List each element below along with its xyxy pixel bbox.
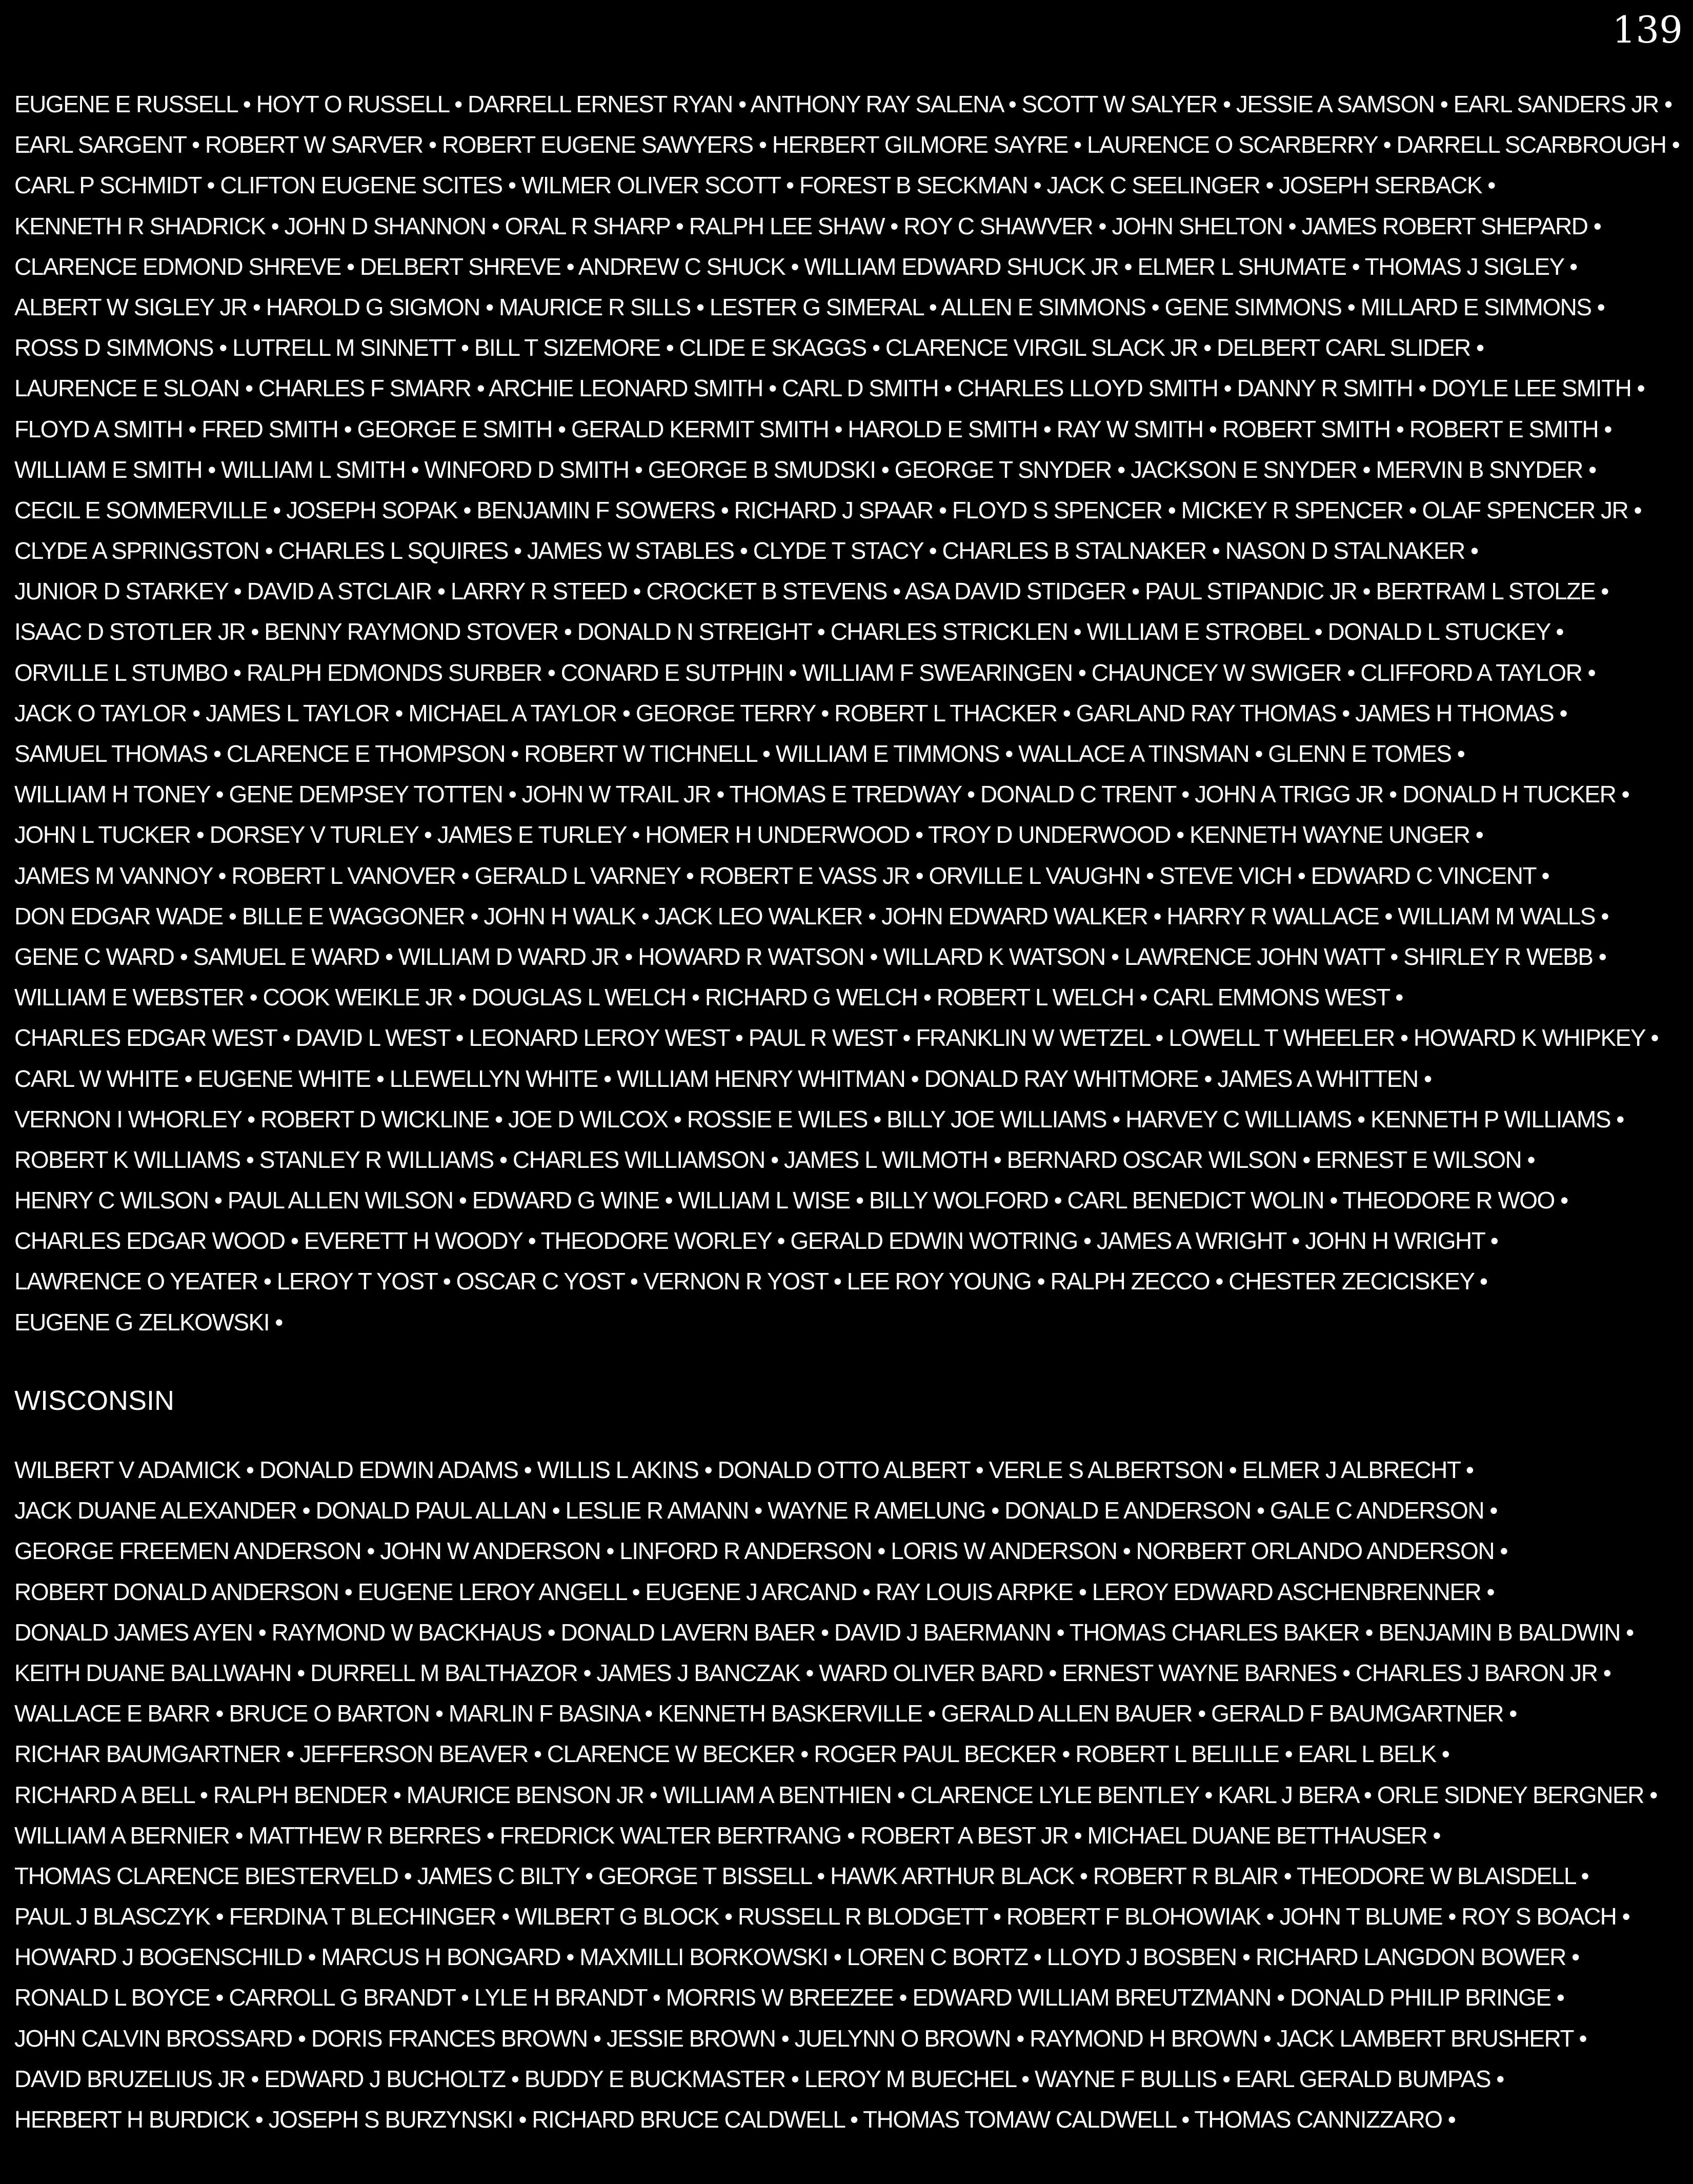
state-heading: WISCONSIN	[14, 1385, 175, 1416]
name-line: JUNIOR D STARKEY • DAVID A STCLAIR • LARRY R STEED • CROCKET B STEVENS • ASA DAVID STIDGER • PAUL STIPANDIC JR • BERTRAM L STOLZE •	[14, 578, 1608, 605]
name-line: CECIL E SOMMERVILLE • JOSEPH SOPAK • BENJAMIN F SOWERS • RICHARD J SPAAR • FLOYD S SPENCER • MICKEY R SPENCER • OLAF SPENCER JR •	[14, 496, 1642, 523]
name-line: THOMAS CLARENCE BIESTERVELD • JAMES C BILTY • GEORGE T BISSELL • HAWK ARTHUR BLACK • ROBERT R BLAIR • THEODORE W BLAISDELL •	[14, 1862, 1589, 1889]
name-line: EUGENE E RUSSELL • HOYT O RUSSELL • DARRELL ERNEST RYAN • ANTHONY RAY SALENA • SCOTT W SALYER • JESSIE A SAMSON • EARL SANDERS JR •	[14, 91, 1672, 117]
page-number: 139	[1612, 8, 1683, 51]
name-line: CARL W WHITE • EUGENE WHITE • LLEWELLYN WHITE • WILLIAM HENRY WHITMAN • DONALD RAY WHITMORE • JAMES A WHITTEN •	[14, 1065, 1432, 1092]
name-line: GEORGE FREEMEN ANDERSON • JOHN W ANDERSON • LINFORD R ANDERSON • LORIS W ANDERSON • NORBERT ORLANDO ANDERSON •	[14, 1538, 1507, 1565]
name-line: JACK O TAYLOR • JAMES L TAYLOR • MICHAEL A TAYLOR • GEORGE TERRY • ROBERT L THACKER • GARLAND RAY THOMAS • JAMES H THOMAS •	[14, 699, 1567, 726]
name-line: ISAAC D STOTLER JR • BENNY RAYMOND STOVER • DONALD N STREIGHT • CHARLES STRICKLEN • WILLIAM E STROBEL • DONALD L STUCKEY •	[14, 618, 1564, 645]
name-line: RICHAR BAUMGARTNER • JEFFERSON BEAVER • CLARENCE W BECKER • ROGER PAUL BECKER • ROBERT L BELILLE • EARL L BELK •	[14, 1741, 1449, 1768]
name-line: ALBERT W SIGLEY JR • HAROLD G SIGMON • MAURICE R SILLS • LESTER G SIMERAL • ALLEN E SIMMONS • GENE SIMMONS • MILLARD E SIMMONS •	[14, 293, 1605, 320]
name-line: ROBERT K WILLIAMS • STANLEY R WILLIAMS • CHARLES WILLIAMSON • JAMES L WILMOTH • BERNARD OSCAR WILSON • ERNEST E WILSON •	[14, 1146, 1535, 1173]
name-line: CLYDE A SPRINGSTON • CHARLES L SQUIRES • JAMES W STABLES • CLYDE T STACY • CHARLES B STALNAKER • NASON D STALNAKER •	[14, 537, 1478, 564]
name-line: LAWRENCE O YEATER • LEROY T YOST • OSCAR C YOST • VERNON R YOST • LEE ROY YOUNG • RALPH ZECCO • CHESTER ZECICISKEY •	[14, 1268, 1487, 1295]
name-line: FLOYD A SMITH • FRED SMITH • GEORGE E SMITH • GERALD KERMIT SMITH • HAROLD E SMITH • RAY W SMITH • ROBERT SMITH • ROBERT E SMITH •	[14, 415, 1612, 442]
name-line: EARL SARGENT • ROBERT W SARVER • ROBERT EUGENE SAWYERS • HERBERT GILMORE SAYRE • LAURENCE O SCARBERRY • DARRELL SCARBROUGH •	[14, 131, 1680, 158]
name-line: CHARLES EDGAR WEST • DAVID L WEST • LEONARD LEROY WEST • PAUL R WEST • FRANKLIN W WETZEL • LOWELL T WHEELER • HOWARD K WHIPKEY •	[14, 1024, 1659, 1051]
name-line: ROBERT DONALD ANDERSON • EUGENE LEROY ANGELL • EUGENE J ARCAND • RAY LOUIS ARPKE • LEROY EDWARD ASCHENBRENNER •	[14, 1578, 1495, 1605]
name-line: HENRY C WILSON • PAUL ALLEN WILSON • EDWARD G WINE • WILLIAM L WISE • BILLY WOLFORD • CARL BENEDICT WOLIN • THEODORE R WOO •	[14, 1187, 1568, 1214]
name-line: RONALD L BOYCE • CARROLL G BRANDT • LYLE H BRANDT • MORRIS W BREEZEE • EDWARD WILLIAM BREUTZMANN • DONALD PHILIP BRINGE •	[14, 1984, 1564, 2011]
name-line: KEITH DUANE BALLWAHN • DURRELL M BALTHAZOR • JAMES J BANCZAK • WARD OLIVER BARD • ERNEST WAYNE BARNES • CHARLES J BARON JR •	[14, 1659, 1611, 1686]
name-line: WALLACE E BARR • BRUCE O BARTON • MARLIN F BASINA • KENNETH BASKERVILLE • GERALD ALLEN BAUER • GERALD F BAUMGARTNER •	[14, 1700, 1517, 1727]
name-line: DON EDGAR WADE • BILLE E WAGGONER • JOHN H WALK • JACK LEO WALKER • JOHN EDWARD WALKER • HARRY R WALLACE • WILLIAM M WALLS •	[14, 902, 1608, 929]
name-line: JACK DUANE ALEXANDER • DONALD PAUL ALLAN • LESLIE R AMANN • WAYNE R AMELUNG • DONALD E ANDERSON • GALE C ANDERSON •	[14, 1497, 1497, 1524]
name-line: WILLIAM H TONEY • GENE DEMPSEY TOTTEN • JOHN W TRAIL JR • THOMAS E TREDWAY • DONALD C TRENT • JOHN A TRIGG JR • DONALD H TUCKER •	[14, 781, 1629, 808]
name-line: HERBERT H BURDICK • JOSEPH S BURZYNSKI • RICHARD BRUCE CALDWELL • THOMAS TOMAW CALDWELL • THOMAS CANNIZZARO •	[14, 2106, 1456, 2133]
name-line: ROSS D SIMMONS • LUTRELL M SINNETT • BILL T SIZEMORE • CLIDE E SKAGGS • CLARENCE VIRGIL SLACK JR • DELBERT CARL SLIDER •	[14, 334, 1484, 361]
name-line: CHARLES EDGAR WOOD • EVERETT H WOODY • THEODORE WORLEY • GERALD EDWIN WOTRING • JAMES A WRIGHT • JOHN H WRIGHT •	[14, 1227, 1498, 1255]
name-line: JOHN CALVIN BROSSARD • DORIS FRANCES BROWN • JESSIE BROWN • JUELYNN O BROWN • RAYMOND H BROWN • JACK LAMBERT BRUSHERT •	[14, 2025, 1587, 2052]
name-line: PAUL J BLASCZYK • FERDINA T BLECHINGER • WILBERT G BLOCK • RUSSELL R BLODGETT • ROBERT F BLOHOWIAK • JOHN T BLUME • ROY S BOACH •	[14, 1903, 1630, 1930]
name-line: DAVID BRUZELIUS JR • EDWARD J BUCHOLTZ • BUDDY E BUCKMASTER • LEROY M BUECHEL • WAYNE F BULLIS • EARL GERALD BUMPAS •	[14, 2065, 1504, 2092]
name-line: WILLIAM E WEBSTER • COOK WEIKLE JR • DOUGLAS L WELCH • RICHARD G WELCH • ROBERT L WELCH • CARL EMMONS WEST •	[14, 984, 1403, 1011]
name-line: EUGENE G ZELKOWSKI •	[14, 1308, 283, 1336]
name-line: GENE C WARD • SAMUEL E WARD • WILLIAM D WARD JR • HOWARD R WATSON • WILLARD K WATSON • LAWRENCE JOHN WATT • SHIRLEY R WEBB •	[14, 943, 1606, 970]
name-line: WILBERT V ADAMICK • DONALD EDWIN ADAMS • WILLIS L AKINS • DONALD OTTO ALBERT • VERLE S ALBERTSON • ELMER J ALBRECHT •	[14, 1457, 1474, 1483]
name-line: ORVILLE L STUMBO • RALPH EDMONDS SURBER • CONARD E SUTPHIN • WILLIAM F SWEARINGEN • CHAUNCEY W SWIGER • CLIFFORD A TAYLOR •	[14, 659, 1596, 686]
name-line: DONALD JAMES AYEN • RAYMOND W BACKHAUS • DONALD LAVERN BAER • DAVID J BAERMANN • THOMAS CHARLES BAKER • BENJAMIN B BALDWIN •	[14, 1619, 1634, 1646]
name-line: JAMES M VANNOY • ROBERT L VANOVER • GERALD L VARNEY • ROBERT E VASS JR • ORVILLE L VAUGHN • STEVE VICH • EDWARD C VINCENT •	[14, 862, 1549, 889]
name-line: LAURENCE E SLOAN • CHARLES F SMARR • ARCHIE LEONARD SMITH • CARL D SMITH • CHARLES LLOYD SMITH • DANNY R SMITH • DOYLE LEE SMITH •	[14, 375, 1645, 402]
name-list-previous-state	[14, 84, 1683, 1343]
name-line: WILLIAM A BERNIER • MATTHEW R BERRES • FREDRICK WALTER BERTRANG • ROBERT A BEST JR • MICHAEL DUANE BETTHAUSER •	[14, 1822, 1441, 1849]
name-line: KENNETH R SHADRICK • JOHN D SHANNON • ORAL R SHARP • RALPH LEE SHAW • ROY C SHAWVER • JOHN SHELTON • JAMES ROBERT SHEPARD •	[14, 212, 1601, 239]
name-line: HOWARD J BOGENSCHILD • MARCUS H BONGARD • MAXMILLI BORKOWSKI • LOREN C BORTZ • LLOYD J BOSBEN • RICHARD LANGDON BOWER •	[14, 1944, 1579, 1971]
name-line: JOHN L TUCKER • DORSEY V TURLEY • JAMES E TURLEY • HOMER H UNDERWOOD • TROY D UNDERWOOD • KENNETH WAYNE UNGER •	[14, 821, 1483, 848]
name-line: VERNON I WHORLEY • ROBERT D WICKLINE • JOE D WILCOX • ROSSIE E WILES • BILLY JOE WILLIAMS • HARVEY C WILLIAMS • KENNETH P WILLIAMS •	[14, 1105, 1624, 1133]
name-line: CLARENCE EDMOND SHREVE • DELBERT SHREVE • ANDREW C SHUCK • WILLIAM EDWARD SHUCK JR • ELMER L SHUMATE • THOMAS J SIGLEY •	[14, 253, 1577, 280]
name-line: WILLIAM E SMITH • WILLIAM L SMITH • WINFORD D SMITH • GEORGE B SMUDSKI • GEORGE T SNYDER • JACKSON E SNYDER • MERVIN B SNYDER •	[14, 456, 1596, 483]
name-list-wisconsin	[14, 1450, 1683, 2140]
name-line: CARL P SCHMIDT • CLIFTON EUGENE SCITES • WILMER OLIVER SCOTT • FOREST B SECKMAN • JACK C SEELINGER • JOSEPH SERBACK •	[14, 172, 1495, 199]
name-line: RICHARD A BELL • RALPH BENDER • MAURICE BENSON JR • WILLIAM A BENTHIEN • CLARENCE LYLE BENTLEY • KARL J BERA • ORLE SIDNEY BERGNER •	[14, 1781, 1657, 1808]
name-line: SAMUEL THOMAS • CLARENCE E THOMPSON • ROBERT W TICHNELL • WILLIAM E TIMMONS • WALLACE A TINSMAN • GLENN E TOMES •	[14, 740, 1465, 767]
